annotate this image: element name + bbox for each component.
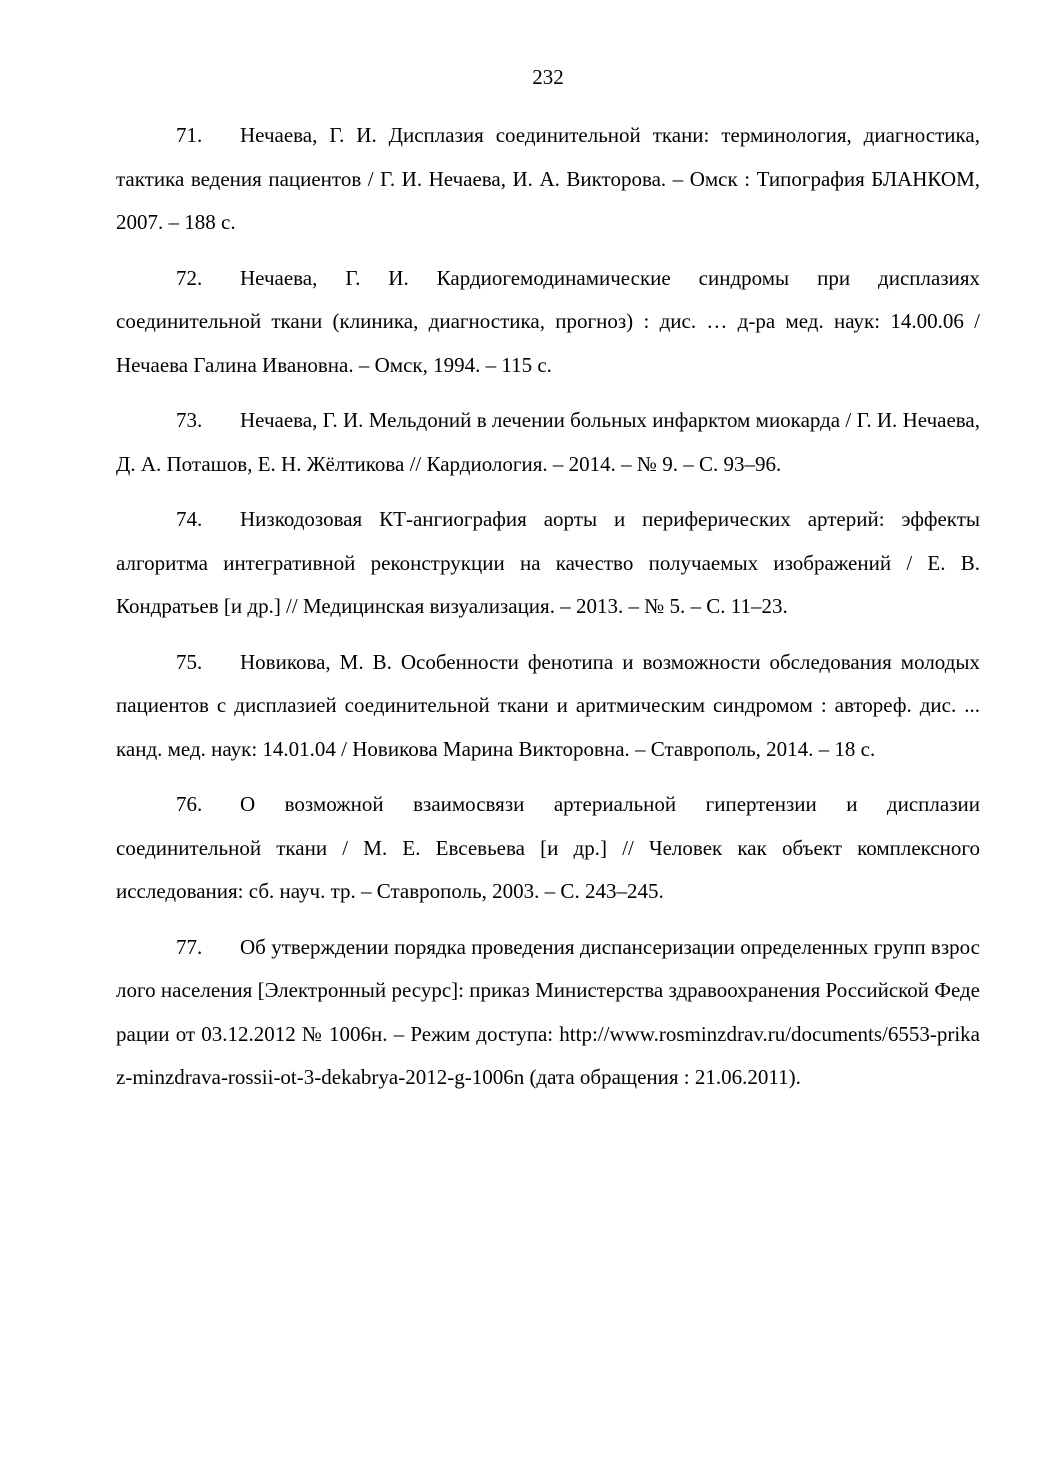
reference-text: О возможной взаимосвязи артериальной гипертензии и дисплазии соединительной ткани / М. Е. Евсевьева [и др.] // Человек как объект комплексного исследования: сб. науч. тр. – Ставрополь, 2003. – С. 243–245.: [116, 792, 980, 903]
reference-item: [116, 641, 980, 772]
reference-list: [116, 114, 980, 1112]
reference-text: Об утверждении порядка проведения диспансеризации определенных групп взрослого населения [Электронный ресурс]: приказ Министерства здравоохранения Российской Федерации от 03.12.2012 № 1006н. – Режим доступа: http://www.rosminzdrav.ru/documents/6553-prikaz-minzdrava-rossii-ot-3-dekabrya-2012-g-1006n (дата обращения : 21.06.2011).: [116, 934, 980, 1089]
page-number: 232: [532, 65, 564, 89]
reference-number: 76.: [176, 792, 203, 816]
reference-item: [116, 926, 980, 1100]
reference-number: 72.: [176, 265, 203, 290]
reference-item: [116, 114, 980, 245]
reference-text: Новикова, М. В. Особенности фенотипа и возможности обследования молодых пациентов с дисплазией соединительной ткани и аритмическим синдромом : автореф. дис. ... канд. мед. наук: 14.01.04 / Новикова Марина Викторовна. – Ставрополь, 2014. – 18 с.: [116, 649, 980, 761]
reference-number: 74.: [176, 507, 203, 531]
reference-text: Нечаева, Г. И. Дисплазия соединительной ткани: терминология, диагностика, тактика ведения пациентов / Г. И. Нечаева, И. А. Викторова. – Омск : Типография БЛАНКОМ, 2007. – 188 с.: [116, 123, 980, 234]
reference-number: 73.: [176, 408, 203, 432]
reference-text: Нечаева, Г. И. Кардиогемодинамические синдромы при дисплазиях соединительной ткани (клиника, диагностика, прогноз) : дис. … д-ра мед. наук: 14.00.06 / Нечаева Галина Ивановна. – Омск, 1994. – 115 с.: [116, 265, 980, 377]
reference-item: [116, 257, 980, 388]
reference-text: Нечаева, Г. И. Мельдоний в лечении больных инфарктом миокарда / Г. И. Нечаева, Д. А. Поташов, Е. Н. Жёлтикова // Кардиология. – 2014. – № 9. – С. 93–96.: [116, 408, 980, 476]
reference-item: [116, 783, 980, 914]
reference-text: Низкодозовая КТ-ангиография аорты и периферических артерий: эффекты алгоритма интегративной реконструкции на качество получаемых изображений / Е. В. Кондратьев [и др.] // Медицинская визуализация. – 2013. – № 5. – С. 11–23.: [116, 507, 980, 618]
reference-item: [116, 498, 980, 629]
reference-item: [116, 399, 980, 486]
reference-number: 77.: [176, 934, 203, 959]
reference-number: 71.: [176, 123, 203, 147]
reference-number: 75.: [176, 649, 203, 674]
